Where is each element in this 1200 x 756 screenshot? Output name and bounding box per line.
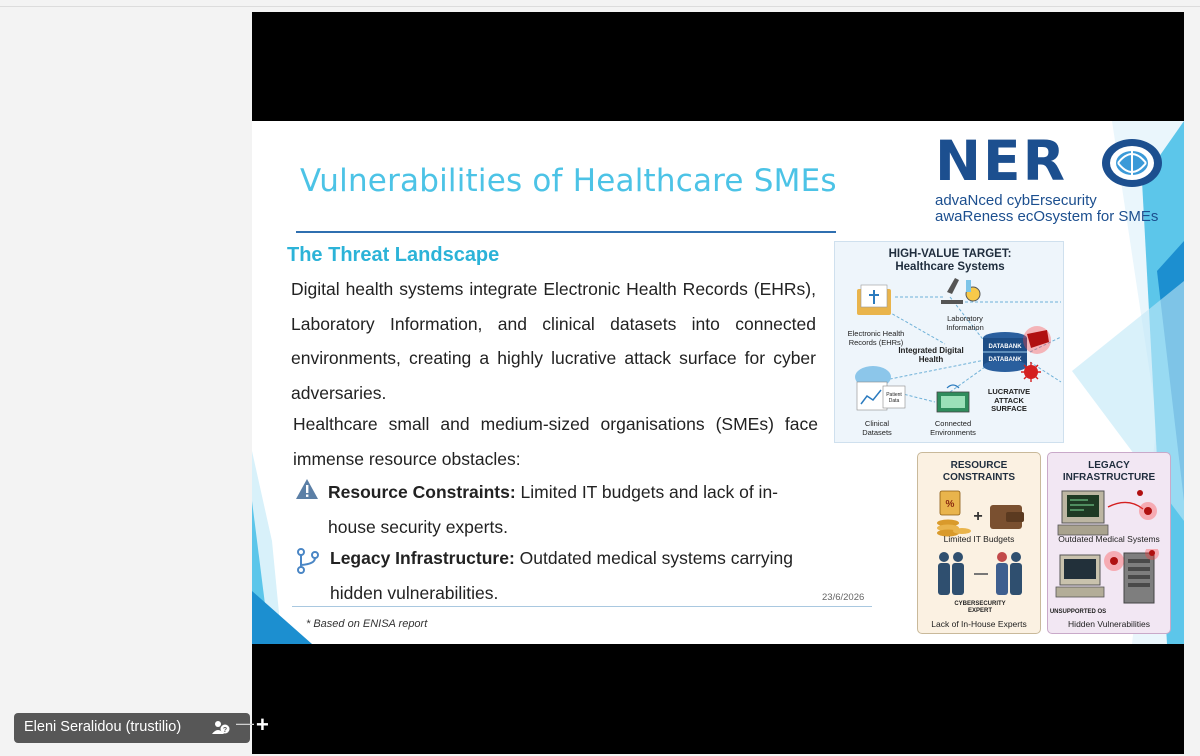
participant-name-tag[interactable] — [14, 713, 254, 743]
resource-card-label-1: Limited IT Budgets — [943, 534, 1015, 544]
label-ehr: Electronic Health Records (EHRs) — [847, 329, 905, 347]
databank-label-1: DATABANK — [988, 344, 1022, 350]
expand-button[interactable]: + — [256, 712, 269, 737]
resource-card-title — [918, 460, 1040, 484]
bullet-1-text: Limited IT budgets and lack of in-house security experts. — [328, 482, 779, 537]
label-patient-data: Patient Data — [886, 392, 902, 404]
resource-constraints-card — [917, 452, 1041, 634]
databank-label-2: DATABANK — [988, 357, 1022, 363]
paragraph-2: Healthcare small and medium-sized organisations (SMEs) face immense resource obstacles: — [293, 414, 818, 469]
svg-text:%: % — [945, 499, 955, 510]
infographic-title-line2: Healthcare Systems — [895, 261, 1005, 273]
resource-card-label-3: Lack of In-House Experts — [931, 619, 1027, 629]
nero-globe-icon — [1098, 135, 1166, 191]
title-underline — [296, 231, 836, 233]
participant-name: Eleni Seralidou (trustilio) — [24, 719, 182, 735]
slide-title: Vulnerabilities of Healthcare SMEs — [300, 163, 837, 199]
bottom-divider — [292, 606, 872, 607]
svg-text:?: ? — [222, 727, 228, 734]
server-virus-icon — [1048, 549, 1172, 607]
label-lab: Laboratory Information — [946, 314, 984, 332]
logo-tagline-2: awaReness ecOsystem for SMEs — [935, 208, 1159, 225]
label-connected: Connected Environments — [930, 419, 976, 437]
presentation-slide — [252, 121, 1184, 644]
legacy-card-title-line1: LEGACY — [1088, 460, 1130, 471]
bullet-2-bold: Legacy Infrastructure: — [330, 548, 515, 568]
bullet-legacy-infrastructure — [330, 541, 820, 610]
minimize-button[interactable]: — — [236, 713, 254, 733]
label-attack-surface: LUCRATIVE ATTACK SURFACE — [987, 387, 1031, 413]
label-integrated: Integrated Digital Health — [898, 346, 964, 364]
paragraph-1: Digital health systems integrate Electronic Health Records (EHRs), Laboratory Information, and clinical datasets into connected environments, creating a highly lucrative attack surface for cyber adversaries. — [291, 279, 816, 403]
nero-logo-text: NER — [935, 129, 1067, 193]
logo-tagline-1: advaNced cybErsecurity — [935, 192, 1097, 209]
bullet-2-text: Outdated medical systems carrying hidden vulnerabilities. — [330, 548, 793, 603]
infographic-title-line1: HIGH-VALUE TARGET: — [888, 248, 1012, 260]
section-heading: The Threat Landscape — [287, 244, 500, 266]
legacy-card-title-line2: INFRASTRUCTURE — [1062, 472, 1156, 483]
infographic-high-value-target — [834, 241, 1064, 443]
slide-date: 23/6/2026 — [822, 592, 865, 603]
people-icon[interactable] — [212, 720, 230, 736]
footnote: * Based on ENISA report — [306, 618, 428, 630]
legacy-infrastructure-card — [1047, 452, 1171, 634]
label-clinical: Clinical Datasets — [862, 419, 892, 437]
warning-icon — [295, 478, 319, 500]
participants-panel — [0, 7, 252, 756]
resource-card-title-line1: RESOURCE — [950, 460, 1008, 471]
legacy-card-label-2: UNSUPPORTED OS — [1049, 609, 1107, 615]
legacy-card-label-3: Hidden Vulnerabilities — [1068, 619, 1150, 629]
bullet-resource-constraints — [328, 475, 818, 544]
bullet-1-bold: Resource Constraints: — [328, 482, 516, 502]
experts-icon — [918, 549, 1042, 599]
svg-text:+: + — [973, 508, 983, 525]
legacy-card-title — [1048, 460, 1170, 484]
branch-icon — [296, 548, 320, 574]
right-margin — [1188, 7, 1200, 756]
resource-card-label-2: CYBERSECURITY EXPERT — [954, 601, 1006, 614]
resource-card-title-line2: CONSTRAINTS — [942, 472, 1016, 483]
legacy-card-label-1: Outdated Medical Systems — [1058, 534, 1160, 544]
